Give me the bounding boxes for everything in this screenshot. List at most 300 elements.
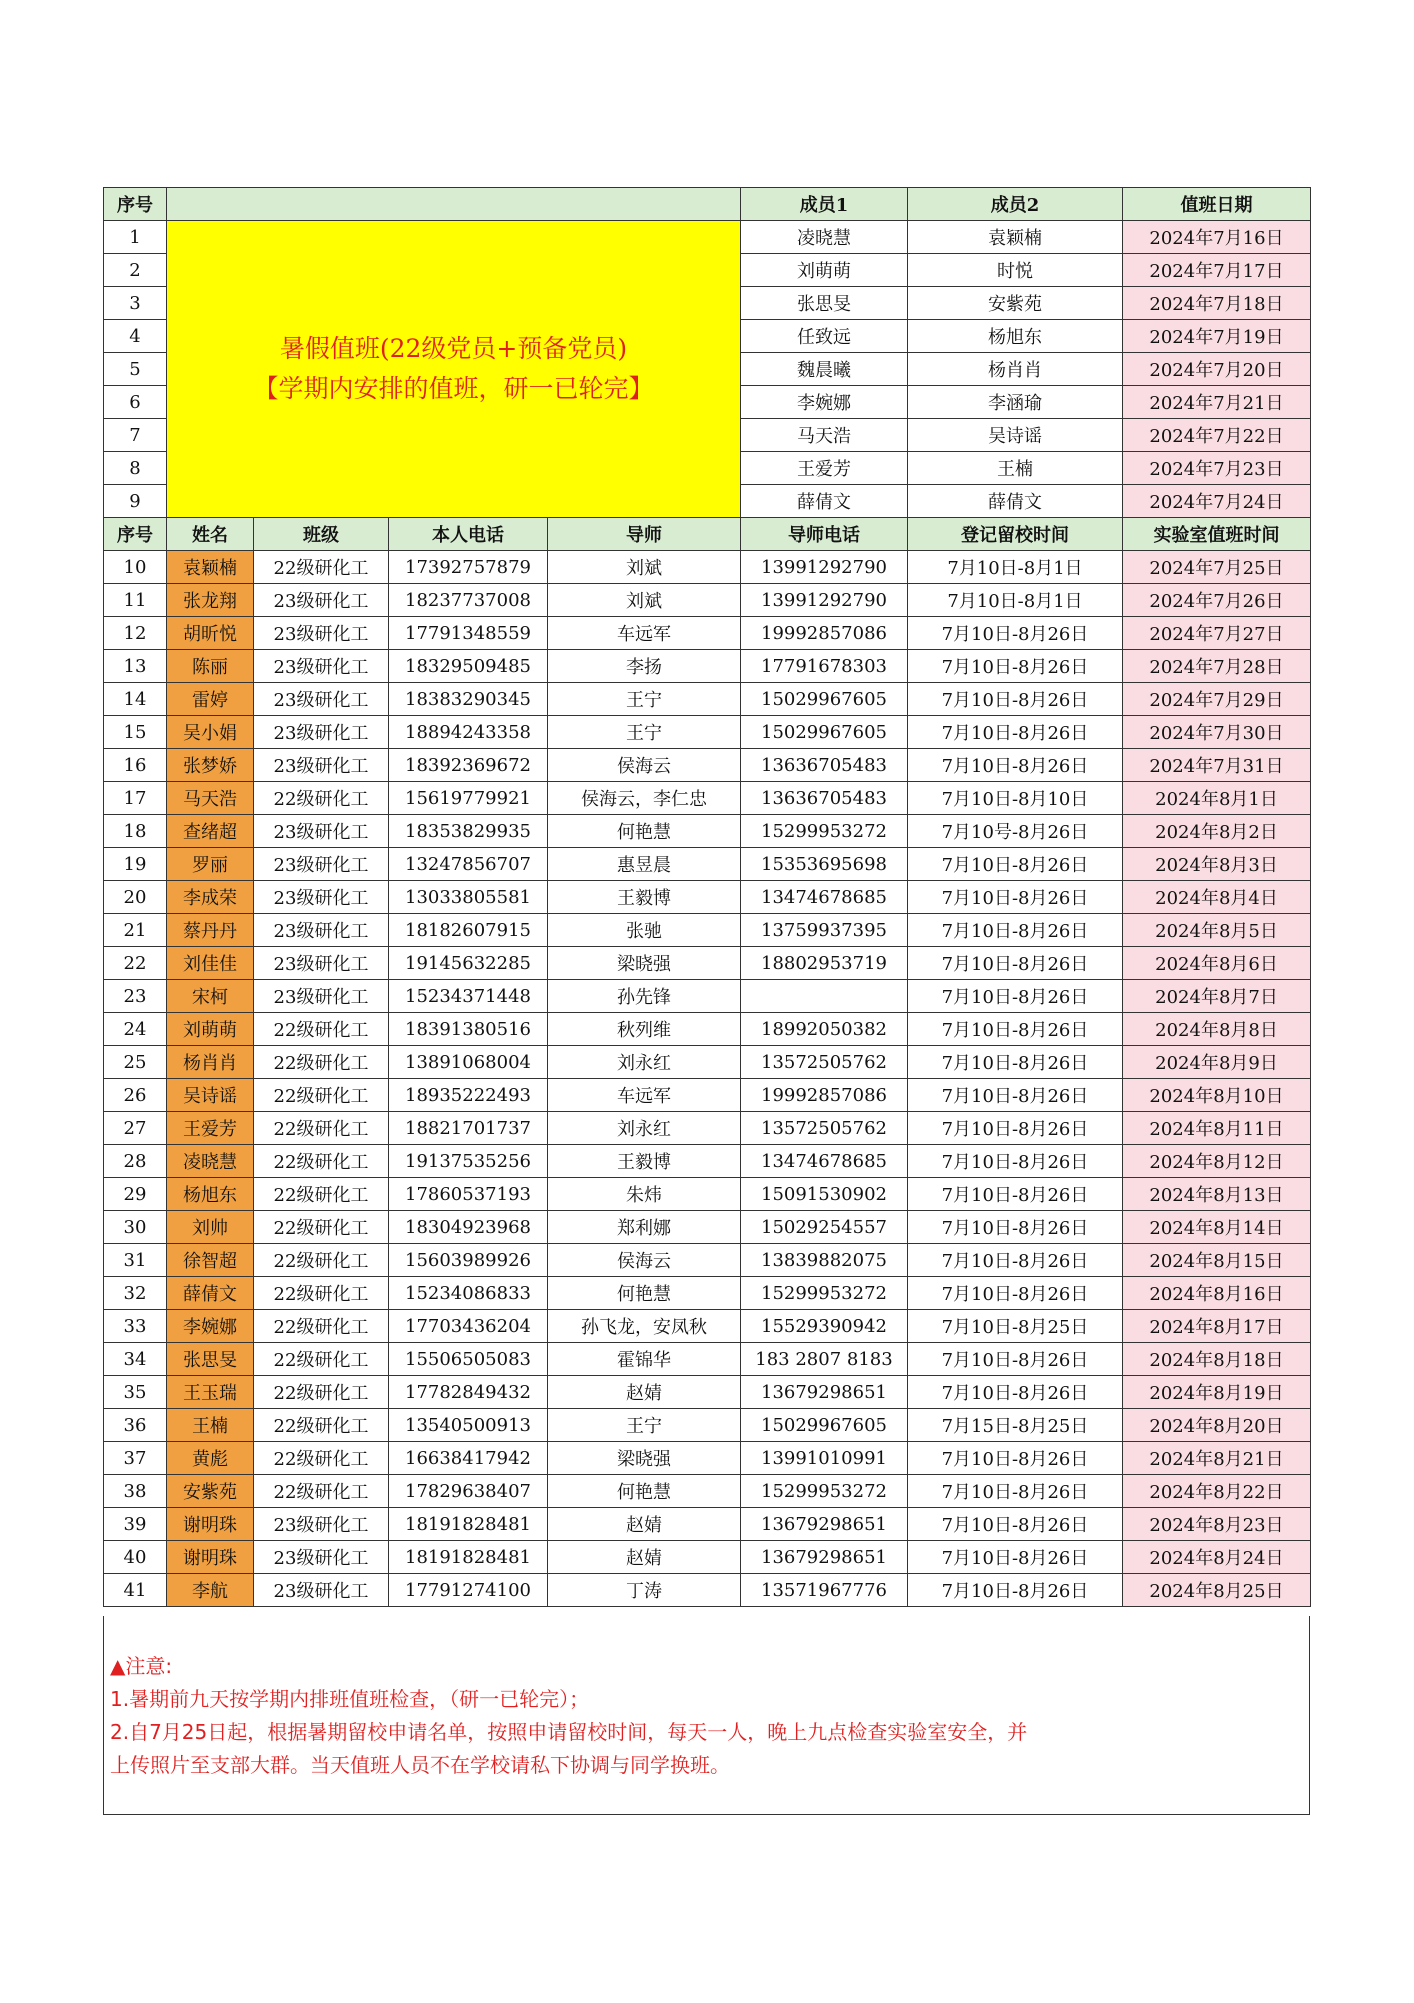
col-header-blank: [167, 188, 741, 221]
tutor-phone-cell: 15029967605: [741, 716, 908, 749]
member1-cell: 刘萌萌: [741, 254, 908, 287]
col-header-duty: 实验室值班时间: [1123, 518, 1311, 551]
member1-cell: 王爱芳: [741, 452, 908, 485]
tutor-cell: 张驰: [548, 914, 741, 947]
lab-duty-date-cell: 2024年8月17日: [1123, 1310, 1311, 1343]
lab-duty-date-cell: 2024年8月15日: [1123, 1244, 1311, 1277]
class-cell: 22级研化工: [254, 1277, 389, 1310]
name-cell: 黄彪: [167, 1442, 254, 1475]
stay-period-cell: 7月10日-8月26日: [908, 947, 1123, 980]
class-cell: 22级研化工: [254, 1409, 389, 1442]
member2-cell: 杨旭东: [908, 320, 1123, 353]
top-header-row: [104, 188, 1311, 221]
tutor-cell: 何艳慧: [548, 1475, 741, 1508]
tutor-cell: 侯海云: [548, 749, 741, 782]
tutor-phone-cell: 15029967605: [741, 1409, 908, 1442]
table-row: [104, 1508, 1311, 1541]
table-row: [104, 1046, 1311, 1079]
member1-cell: 李婉娜: [741, 386, 908, 419]
notes-box: [103, 1616, 1310, 1815]
class-cell: 23级研化工: [254, 716, 389, 749]
lab-duty-date-cell: 2024年8月2日: [1123, 815, 1311, 848]
seq-cell: 38: [104, 1475, 167, 1508]
class-cell: 22级研化工: [254, 1475, 389, 1508]
tutor-cell: 赵婧: [548, 1376, 741, 1409]
class-cell: 23级研化工: [254, 914, 389, 947]
stay-period-cell: 7月10日-8月26日: [908, 848, 1123, 881]
stay-period-cell: 7月10日-8月25日: [908, 1310, 1123, 1343]
class-cell: 23级研化工: [254, 1574, 389, 1607]
phone-cell: 17791348559: [389, 617, 548, 650]
stay-period-cell: 7月15日-8月25日: [908, 1409, 1123, 1442]
seq-cell: 13: [104, 650, 167, 683]
lab-duty-date-cell: 2024年8月11日: [1123, 1112, 1311, 1145]
stay-period-cell: 7月10日-8月26日: [908, 749, 1123, 782]
name-cell: 谢明珠: [167, 1541, 254, 1574]
phone-cell: 17703436204: [389, 1310, 548, 1343]
note-line-2: 2.自7月25日起，根据暑期留校申请名单，按照申请留校时间，每天一人，晚上九点检查实验室安全，并: [110, 1720, 1028, 1744]
seq-cell: 12: [104, 617, 167, 650]
lab-duty-date-cell: 2024年7月26日: [1123, 584, 1311, 617]
tutor-cell: 王宁: [548, 1409, 741, 1442]
lab-duty-date-cell: 2024年7月29日: [1123, 683, 1311, 716]
lab-duty-date-cell: 2024年7月31日: [1123, 749, 1311, 782]
stay-period-cell: 7月10日-8月26日: [908, 914, 1123, 947]
stay-period-cell: 7月10日-8月26日: [908, 1508, 1123, 1541]
seq-cell: 39: [104, 1508, 167, 1541]
stay-period-cell: 7月10号-8月26日: [908, 815, 1123, 848]
name-cell: 徐智超: [167, 1244, 254, 1277]
duty-date-cell: 2024年7月22日: [1123, 419, 1311, 452]
tutor-phone-cell: 19992857086: [741, 1079, 908, 1112]
lab-duty-date-cell: 2024年8月8日: [1123, 1013, 1311, 1046]
col-header-phone: 本人电话: [389, 518, 548, 551]
class-cell: 23级研化工: [254, 683, 389, 716]
col-header-tutor: 导师: [548, 518, 741, 551]
name-cell: 马天浩: [167, 782, 254, 815]
tutor-phone-cell: 13679298651: [741, 1541, 908, 1574]
seq-cell: 20: [104, 881, 167, 914]
tutor-cell: 何艳慧: [548, 1277, 741, 1310]
stay-period-cell: 7月10日-8月26日: [908, 1574, 1123, 1607]
phone-cell: 18182607915: [389, 914, 548, 947]
tutor-cell: 梁晓强: [548, 1442, 741, 1475]
lab-duty-date-cell: 2024年8月14日: [1123, 1211, 1311, 1244]
table-row: [104, 1013, 1311, 1046]
name-cell: 胡昕悦: [167, 617, 254, 650]
lab-duty-date-cell: 2024年8月4日: [1123, 881, 1311, 914]
stay-period-cell: 7月10日-8月26日: [908, 881, 1123, 914]
lab-duty-date-cell: 2024年8月24日: [1123, 1541, 1311, 1574]
table-row: [104, 716, 1311, 749]
tutor-cell: 侯海云，李仁忠: [548, 782, 741, 815]
table-row: [104, 683, 1311, 716]
notes-heading: ▲注意:: [110, 1654, 173, 1678]
seq-cell: 1: [104, 221, 167, 254]
name-cell: 王楠: [167, 1409, 254, 1442]
name-cell: 谢明珠: [167, 1508, 254, 1541]
phone-cell: 18383290345: [389, 683, 548, 716]
seq-cell: 30: [104, 1211, 167, 1244]
phone-cell: 19137535256: [389, 1145, 548, 1178]
class-cell: 22级研化工: [254, 782, 389, 815]
phone-cell: 18392369672: [389, 749, 548, 782]
class-cell: 22级研化工: [254, 1343, 389, 1376]
tutor-phone-cell: 183 2807 8183: [741, 1343, 908, 1376]
col-header-duty-date: 值班日期: [1123, 188, 1311, 221]
seq-cell: 17: [104, 782, 167, 815]
table-row: [104, 848, 1311, 881]
table-row: [104, 1442, 1311, 1475]
phone-cell: 17791274100: [389, 1574, 548, 1607]
tutor-cell: 刘斌: [548, 551, 741, 584]
pair-row: [104, 221, 1311, 254]
member2-cell: 杨肖肖: [908, 353, 1123, 386]
seq-cell: 15: [104, 716, 167, 749]
table-row: [104, 749, 1311, 782]
tutor-cell: 梁晓强: [548, 947, 741, 980]
name-cell: 蔡丹丹: [167, 914, 254, 947]
lab-duty-date-cell: 2024年8月13日: [1123, 1178, 1311, 1211]
stay-period-cell: 7月10日-8月26日: [908, 716, 1123, 749]
stay-period-cell: 7月10日-8月26日: [908, 980, 1123, 1013]
phone-cell: 18329509485: [389, 650, 548, 683]
seq-cell: 3: [104, 287, 167, 320]
name-cell: 宋柯: [167, 980, 254, 1013]
tutor-phone-cell: 13636705483: [741, 782, 908, 815]
duty-date-cell: 2024年7月16日: [1123, 221, 1311, 254]
tutor-phone-cell: 13759937395: [741, 914, 908, 947]
table-row: [104, 914, 1311, 947]
table-row: [104, 617, 1311, 650]
lab-duty-date-cell: 2024年8月16日: [1123, 1277, 1311, 1310]
table-row: [104, 1574, 1311, 1607]
duty-date-cell: 2024年7月18日: [1123, 287, 1311, 320]
seq-cell: 27: [104, 1112, 167, 1145]
col-header-seq: 序号: [104, 518, 167, 551]
phone-cell: 17829638407: [389, 1475, 548, 1508]
seq-cell: 25: [104, 1046, 167, 1079]
lab-duty-date-cell: 2024年7月25日: [1123, 551, 1311, 584]
phone-cell: 19145632285: [389, 947, 548, 980]
tutor-phone-cell: 17791678303: [741, 650, 908, 683]
table-row: [104, 551, 1311, 584]
name-cell: 杨旭东: [167, 1178, 254, 1211]
phone-cell: 18894243358: [389, 716, 548, 749]
lab-duty-date-cell: 2024年8月19日: [1123, 1376, 1311, 1409]
member1-cell: 任致远: [741, 320, 908, 353]
stay-period-cell: 7月10日-8月26日: [908, 1145, 1123, 1178]
member2-cell: 薛倩文: [908, 485, 1123, 518]
name-cell: 薛倩文: [167, 1277, 254, 1310]
tutor-phone-cell: 15029967605: [741, 683, 908, 716]
name-cell: 凌晓慧: [167, 1145, 254, 1178]
member1-cell: 魏晨曦: [741, 353, 908, 386]
phone-cell: 15234086833: [389, 1277, 548, 1310]
name-cell: 罗丽: [167, 848, 254, 881]
lab-duty-date-cell: 2024年8月18日: [1123, 1343, 1311, 1376]
tutor-cell: 霍锦华: [548, 1343, 741, 1376]
duty-date-cell: 2024年7月23日: [1123, 452, 1311, 485]
member1-cell: 张思旻: [741, 287, 908, 320]
phone-cell: 15506505083: [389, 1343, 548, 1376]
tutor-cell: 孙先锋: [548, 980, 741, 1013]
class-cell: 22级研化工: [254, 1244, 389, 1277]
lab-duty-date-cell: 2024年7月27日: [1123, 617, 1311, 650]
lab-duty-date-cell: 2024年8月6日: [1123, 947, 1311, 980]
class-cell: 22级研化工: [254, 1112, 389, 1145]
class-cell: 23级研化工: [254, 947, 389, 980]
seq-cell: 29: [104, 1178, 167, 1211]
tutor-phone-cell: 18802953719: [741, 947, 908, 980]
class-cell: 23级研化工: [254, 749, 389, 782]
table-row: [104, 1310, 1311, 1343]
seq-cell: 18: [104, 815, 167, 848]
class-cell: 23级研化工: [254, 815, 389, 848]
table-row: [104, 1244, 1311, 1277]
tutor-phone-cell: 15299953272: [741, 1475, 908, 1508]
phone-cell: 13247856707: [389, 848, 548, 881]
seq-cell: 32: [104, 1277, 167, 1310]
stay-period-cell: 7月10日-8月26日: [908, 1277, 1123, 1310]
seq-cell: 14: [104, 683, 167, 716]
tutor-phone-cell: 13572505762: [741, 1112, 908, 1145]
tutor-phone-cell: 13991292790: [741, 551, 908, 584]
lab-duty-date-cell: 2024年8月5日: [1123, 914, 1311, 947]
stay-period-cell: 7月10日-8月26日: [908, 1475, 1123, 1508]
duty-date-cell: 2024年7月24日: [1123, 485, 1311, 518]
seq-cell: 10: [104, 551, 167, 584]
table-row: [104, 650, 1311, 683]
class-cell: 22级研化工: [254, 1145, 389, 1178]
phone-cell: 13540500913: [389, 1409, 548, 1442]
tutor-phone-cell: 13991292790: [741, 584, 908, 617]
phone-cell: 13033805581: [389, 881, 548, 914]
seq-cell: 4: [104, 320, 167, 353]
tutor-phone-cell: 15353695698: [741, 848, 908, 881]
tutor-phone-cell: 13474678685: [741, 1145, 908, 1178]
col-header-name: 姓名: [167, 518, 254, 551]
col-header-member2: 成员2: [908, 188, 1123, 221]
note-line-3: 上传照片至支部大群。当天值班人员不在学校请私下协调与同学换班。: [110, 1753, 730, 1777]
name-cell: 李成荣: [167, 881, 254, 914]
table-row: [104, 947, 1311, 980]
tutor-cell: 何艳慧: [548, 815, 741, 848]
duty-title-block: [167, 221, 741, 518]
class-cell: 23级研化工: [254, 848, 389, 881]
tutor-phone-cell: 13571967776: [741, 1574, 908, 1607]
tutor-phone-cell: 13636705483: [741, 749, 908, 782]
tutor-phone-cell: 15091530902: [741, 1178, 908, 1211]
col-header-member1: 成员1: [741, 188, 908, 221]
tutor-phone-cell: 15529390942: [741, 1310, 908, 1343]
lab-duty-date-cell: 2024年8月12日: [1123, 1145, 1311, 1178]
class-cell: 23级研化工: [254, 1541, 389, 1574]
seq-cell: 7: [104, 419, 167, 452]
stay-period-cell: 7月10日-8月1日: [908, 584, 1123, 617]
stay-period-cell: 7月10日-8月26日: [908, 1244, 1123, 1277]
name-cell: 刘萌萌: [167, 1013, 254, 1046]
tutor-cell: 秋列维: [548, 1013, 741, 1046]
class-cell: 23级研化工: [254, 650, 389, 683]
name-cell: 陈丽: [167, 650, 254, 683]
class-cell: 22级研化工: [254, 1178, 389, 1211]
seq-cell: 19: [104, 848, 167, 881]
stay-period-cell: 7月10日-8月26日: [908, 683, 1123, 716]
tutor-phone-cell: 18992050382: [741, 1013, 908, 1046]
name-cell: 李婉娜: [167, 1310, 254, 1343]
stay-period-cell: 7月10日-8月10日: [908, 782, 1123, 815]
duty-date-cell: 2024年7月21日: [1123, 386, 1311, 419]
tutor-phone-cell: 13839882075: [741, 1244, 908, 1277]
member1-cell: 凌晓慧: [741, 221, 908, 254]
seq-cell: 5: [104, 353, 167, 386]
tutor-cell: 王毅博: [548, 881, 741, 914]
phone-cell: 17782849432: [389, 1376, 548, 1409]
table-row: [104, 980, 1311, 1013]
phone-cell: 18191828481: [389, 1541, 548, 1574]
seq-cell: 9: [104, 485, 167, 518]
tutor-phone-cell: [741, 980, 908, 1013]
seq-cell: 28: [104, 1145, 167, 1178]
seq-cell: 6: [104, 386, 167, 419]
stay-period-cell: 7月10日-8月26日: [908, 1013, 1123, 1046]
seq-cell: 23: [104, 980, 167, 1013]
seq-cell: 8: [104, 452, 167, 485]
tutor-cell: 李扬: [548, 650, 741, 683]
stay-period-cell: 7月10日-8月26日: [908, 1442, 1123, 1475]
phone-cell: 18821701737: [389, 1112, 548, 1145]
tutor-cell: 赵婧: [548, 1541, 741, 1574]
seq-cell: 31: [104, 1244, 167, 1277]
stay-period-cell: 7月10日-8月26日: [908, 1211, 1123, 1244]
tutor-cell: 刘永红: [548, 1046, 741, 1079]
lab-duty-date-cell: 2024年7月28日: [1123, 650, 1311, 683]
tutor-cell: 车远军: [548, 617, 741, 650]
main-header-row: [104, 518, 1311, 551]
phone-cell: 16638417942: [389, 1442, 548, 1475]
duty-title-line2: 【学期内安排的值班，研一已轮完】: [253, 374, 654, 403]
name-cell: 张思旻: [167, 1343, 254, 1376]
lab-duty-date-cell: 2024年8月22日: [1123, 1475, 1311, 1508]
tutor-cell: 赵婧: [548, 1508, 741, 1541]
seq-cell: 34: [104, 1343, 167, 1376]
tutor-phone-cell: 13572505762: [741, 1046, 908, 1079]
seq-cell: 24: [104, 1013, 167, 1046]
tutor-cell: 刘斌: [548, 584, 741, 617]
lab-duty-date-cell: 2024年8月3日: [1123, 848, 1311, 881]
tutor-cell: 王宁: [548, 683, 741, 716]
name-cell: 袁颖楠: [167, 551, 254, 584]
name-cell: 李航: [167, 1574, 254, 1607]
phone-cell: 15603989926: [389, 1244, 548, 1277]
phone-cell: 18391380516: [389, 1013, 548, 1046]
seq-cell: 22: [104, 947, 167, 980]
seq-cell: 11: [104, 584, 167, 617]
tutor-cell: 刘永红: [548, 1112, 741, 1145]
seq-cell: 16: [104, 749, 167, 782]
stay-period-cell: 7月10日-8月26日: [908, 1178, 1123, 1211]
name-cell: 刘佳佳: [167, 947, 254, 980]
table-row: [104, 782, 1311, 815]
table-row: [104, 1409, 1311, 1442]
name-cell: 王爱芳: [167, 1112, 254, 1145]
class-cell: 23级研化工: [254, 617, 389, 650]
table-row: [104, 1211, 1311, 1244]
class-cell: 22级研化工: [254, 1211, 389, 1244]
tutor-phone-cell: 15299953272: [741, 1277, 908, 1310]
col-header-cls: 班级: [254, 518, 389, 551]
tutor-phone-cell: 19992857086: [741, 617, 908, 650]
phone-cell: 17860537193: [389, 1178, 548, 1211]
phone-cell: 15619779921: [389, 782, 548, 815]
note-line-1: 1.暑期前九天按学期内排班值班检查，（研一已轮完）；: [110, 1687, 590, 1711]
seq-cell: 21: [104, 914, 167, 947]
name-cell: 王玉瑞: [167, 1376, 254, 1409]
seq-cell: 41: [104, 1574, 167, 1607]
tutor-phone-cell: 13679298651: [741, 1376, 908, 1409]
phone-cell: 18935222493: [389, 1079, 548, 1112]
tutor-cell: 朱炜: [548, 1178, 741, 1211]
phone-cell: 18191828481: [389, 1508, 548, 1541]
lab-duty-date-cell: 2024年8月9日: [1123, 1046, 1311, 1079]
table-row: [104, 881, 1311, 914]
class-cell: 22级研化工: [254, 1442, 389, 1475]
class-cell: 23级研化工: [254, 584, 389, 617]
tutor-phone-cell: 15299953272: [741, 815, 908, 848]
member2-cell: 安紫苑: [908, 287, 1123, 320]
tutor-cell: 王毅博: [548, 1145, 741, 1178]
class-cell: 22级研化工: [254, 1013, 389, 1046]
seq-cell: 36: [104, 1409, 167, 1442]
seq-cell: 35: [104, 1376, 167, 1409]
stay-period-cell: 7月10日-8月26日: [908, 1541, 1123, 1574]
duty-schedule-table: [103, 187, 1311, 1607]
class-cell: 22级研化工: [254, 551, 389, 584]
name-cell: 查绪超: [167, 815, 254, 848]
table-row: [104, 1541, 1311, 1574]
tutor-cell: 车远军: [548, 1079, 741, 1112]
tutor-phone-cell: 13679298651: [741, 1508, 908, 1541]
duty-date-cell: 2024年7月20日: [1123, 353, 1311, 386]
table-row: [104, 1343, 1311, 1376]
seq-cell: 40: [104, 1541, 167, 1574]
duty-date-cell: 2024年7月17日: [1123, 254, 1311, 287]
lab-duty-date-cell: 2024年7月30日: [1123, 716, 1311, 749]
tutor-cell: 丁涛: [548, 1574, 741, 1607]
stay-period-cell: 7月10日-8月26日: [908, 1046, 1123, 1079]
stay-period-cell: 7月10日-8月26日: [908, 1343, 1123, 1376]
seq-cell: 33: [104, 1310, 167, 1343]
lab-duty-date-cell: 2024年8月1日: [1123, 782, 1311, 815]
lab-duty-date-cell: 2024年8月20日: [1123, 1409, 1311, 1442]
name-cell: 张龙翔: [167, 584, 254, 617]
class-cell: 23级研化工: [254, 980, 389, 1013]
phone-cell: 15234371448: [389, 980, 548, 1013]
member2-cell: 李涵瑜: [908, 386, 1123, 419]
phone-cell: 17392757879: [389, 551, 548, 584]
name-cell: 张梦娇: [167, 749, 254, 782]
name-cell: 刘帅: [167, 1211, 254, 1244]
lab-duty-date-cell: 2024年8月23日: [1123, 1508, 1311, 1541]
table-row: [104, 1376, 1311, 1409]
lab-duty-date-cell: 2024年8月25日: [1123, 1574, 1311, 1607]
phone-cell: 18353829935: [389, 815, 548, 848]
col-header-tutor-phone: 导师电话: [741, 518, 908, 551]
table-row: [104, 815, 1311, 848]
name-cell: 吴小娟: [167, 716, 254, 749]
tutor-cell: 郑利娜: [548, 1211, 741, 1244]
